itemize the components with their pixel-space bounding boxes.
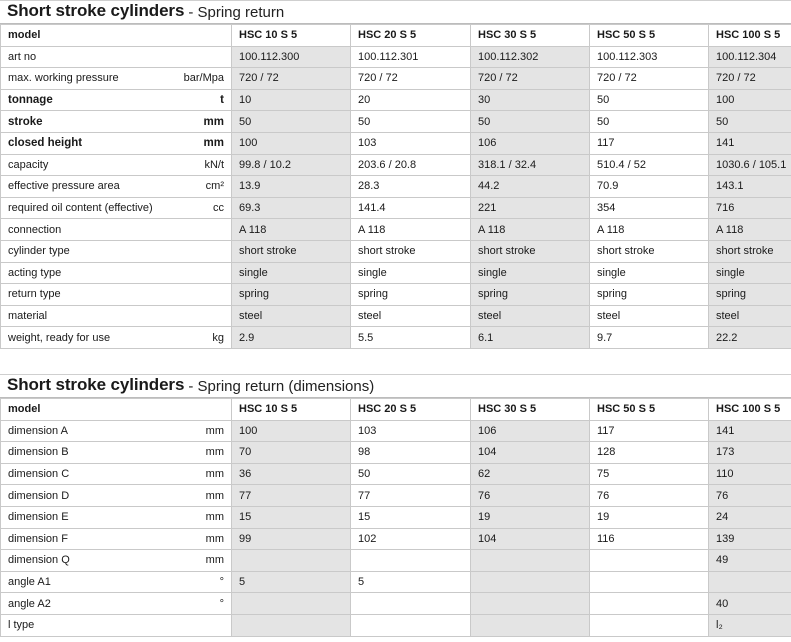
row-label-text: required oil content (effective) [8,202,153,215]
row-label-text: return type [8,288,61,301]
row-label [1,262,232,284]
table-row [1,593,791,615]
table-cell: 77 [232,485,351,507]
table-cell: 50 [709,111,791,133]
table-cell: 139 [709,528,791,550]
dimensions-section [0,374,791,637]
row-label-text: angle A2 [8,597,51,610]
table-cell [471,550,590,572]
table-row [1,442,791,464]
header-model: HSC 10 S 5 [232,25,351,47]
row-label [1,571,232,593]
table-cell: short stroke [232,240,351,262]
table-cell: 76 [709,485,791,507]
row-unit: mm [205,468,224,481]
table-cell: 10 [232,89,351,111]
row-label-text: max. working pressure [8,72,119,85]
row-label-text: weight, ready for use [8,331,111,344]
row-label-text: cylinder type [8,245,70,258]
row-label-text: tonnage [8,94,53,107]
table-cell: 104 [471,528,590,550]
row-unit: cm² [205,180,224,193]
row-unit: mm [205,532,224,545]
header-model: HSC 30 S 5 [471,399,590,421]
table-cell [351,614,471,636]
table-cell [471,593,590,615]
row-label [1,197,232,219]
table-cell: 103 [351,420,471,442]
table-cell: 102 [351,528,471,550]
table-cell: A 118 [471,219,590,241]
table-cell: 128 [590,442,709,464]
table-row [1,154,791,176]
table-cell: 50 [232,111,351,133]
table-cell: 2.9 [232,327,351,349]
table-cell: 19 [590,506,709,528]
row-label-text: acting type [8,266,62,279]
table-cell: short stroke [351,240,471,262]
row-unit: kN/t [204,158,224,171]
row-label [1,550,232,572]
row-label-text: dimension F [8,532,68,545]
row-label [1,46,232,68]
table-header-row [1,25,791,47]
header-label: model [1,25,232,47]
row-label [1,463,232,485]
table-cell [351,550,471,572]
table-cell: 40 [709,593,791,615]
row-label [1,528,232,550]
table-cell: 62 [471,463,590,485]
row-label-text: dimension Q [8,554,70,567]
table-cell: A 118 [351,219,471,241]
row-unit: mm [203,115,224,128]
table-row [1,571,791,593]
spec-table [0,24,791,349]
row-label-text: closed height [8,137,83,150]
table-cell: 106 [471,132,590,154]
table-cell: single [232,262,351,284]
table-cell: 98 [351,442,471,464]
table-cell: steel [590,305,709,327]
table-row [1,240,791,262]
row-label [1,506,232,528]
table-cell: 720 / 72 [709,68,791,90]
row-label [1,240,232,262]
table-cell: 69.3 [232,197,351,219]
table-cell: single [709,262,791,284]
row-label-text: stroke [8,115,43,128]
table-cell: spring [232,284,351,306]
table-cell [590,593,709,615]
section-title [0,374,791,398]
header-model: HSC 100 S 5 [709,399,791,421]
row-label-text: material [8,310,48,323]
table-cell: 100.112.302 [471,46,590,68]
header-model: HSC 10 S 5 [232,399,351,421]
table-cell: 15 [351,506,471,528]
table-cell: 76 [590,485,709,507]
header-model: HSC 50 S 5 [590,399,709,421]
table-cell: 70 [232,442,351,464]
table-row [1,68,791,90]
row-unit: mm [205,424,224,437]
table-cell: 6.1 [471,327,590,349]
table-cell: 354 [590,197,709,219]
table-row [1,262,791,284]
table-cell: 100.112.301 [351,46,471,68]
table-cell: short stroke [590,240,709,262]
title-bold: Short stroke cylinders [7,375,185,394]
title-subtitle: - Spring return [188,4,285,21]
table-cell: 76 [471,485,590,507]
table-cell: 30 [471,89,590,111]
table-cell: single [471,262,590,284]
table-cell: 77 [351,485,471,507]
table-cell: A 118 [709,219,791,241]
table-cell: 720 / 72 [232,68,351,90]
table-cell: 510.4 / 52 [590,154,709,176]
table-cell: steel [471,305,590,327]
table-cell: 110 [709,463,791,485]
table-cell: 100 [709,89,791,111]
header-model: HSC 50 S 5 [590,25,709,47]
table-cell: 99 [232,528,351,550]
table-cell: spring [590,284,709,306]
table-cell: spring [471,284,590,306]
table-cell: spring [351,284,471,306]
table-cell: 100.112.304 [709,46,791,68]
row-label [1,176,232,198]
table-cell: 5 [351,571,471,593]
table-cell: short stroke [709,240,791,262]
table-cell [471,571,590,593]
table-cell: 44.2 [471,176,590,198]
table-cell: A 118 [590,219,709,241]
table-cell [232,614,351,636]
table-cell: 141.4 [351,197,471,219]
table-cell [471,614,590,636]
table-cell: spring [709,284,791,306]
row-label [1,442,232,464]
table-row [1,528,791,550]
row-label [1,420,232,442]
row-label [1,219,232,241]
row-unit: ° [219,576,224,589]
table-cell: 100.112.300 [232,46,351,68]
row-label-text: capacity [8,158,49,171]
table-row [1,485,791,507]
row-label-text: connection [8,223,62,236]
table-cell: 716 [709,197,791,219]
table-row [1,89,791,111]
table-cell: 221 [471,197,590,219]
row-unit: mm [205,489,224,502]
row-unit: mm [205,446,224,459]
table-row [1,463,791,485]
table-cell: 106 [471,420,590,442]
table-cell: A 118 [232,219,351,241]
table-cell: 318.1 / 32.4 [471,154,590,176]
table-cell: 50 [351,463,471,485]
table-row [1,327,791,349]
table-cell: 116 [590,528,709,550]
table-cell: steel [709,305,791,327]
table-cell: steel [232,305,351,327]
table-cell: 117 [590,132,709,154]
table-cell: 36 [232,463,351,485]
row-label [1,284,232,306]
table-row [1,176,791,198]
table-cell: 100.112.303 [590,46,709,68]
row-label [1,485,232,507]
dimensions-table [0,398,791,637]
table-row [1,284,791,306]
table-cell: 70.9 [590,176,709,198]
table-cell: 20 [351,89,471,111]
table-row [1,614,791,636]
row-label-text: dimension E [8,511,69,524]
row-label-text: art no [8,50,37,63]
row-label [1,68,232,90]
table-header-row [1,399,791,421]
table-cell: 143.1 [709,176,791,198]
table-cell: 720 / 72 [351,68,471,90]
row-label-text: dimension B [8,446,69,459]
table-cell: l₂ [709,614,791,636]
section-title [0,0,791,24]
row-unit: mm [203,137,224,150]
table-row [1,305,791,327]
table-row [1,46,791,68]
row-label [1,89,232,111]
table-row [1,420,791,442]
header-model: HSC 100 S 5 [709,25,791,47]
header-model: HSC 20 S 5 [351,25,471,47]
title-bold: Short stroke cylinders [7,1,185,20]
table-cell: 13.9 [232,176,351,198]
row-label-text: dimension A [8,424,68,437]
row-label [1,132,232,154]
row-unit: bar/Mpa [183,72,224,85]
table-cell: 103 [351,132,471,154]
table-row [1,219,791,241]
table-cell: 5.5 [351,327,471,349]
row-label-text: angle A1 [8,576,51,589]
row-unit: ° [219,597,224,610]
row-label-text: l type [8,619,35,632]
table-cell: 720 / 72 [471,68,590,90]
table-cell: 50 [471,111,590,133]
row-label [1,154,232,176]
row-label [1,111,232,133]
table-row [1,506,791,528]
table-cell: 50 [351,111,471,133]
table-cell [351,593,471,615]
row-label-text: effective pressure area [8,180,120,193]
table-cell: 99.8 / 10.2 [232,154,351,176]
row-label-text: dimension C [8,468,70,481]
table-cell: 22.2 [709,327,791,349]
table-row [1,132,791,154]
table-cell: 28.3 [351,176,471,198]
table-cell [590,550,709,572]
table-row [1,111,791,133]
table-cell: single [590,262,709,284]
table-cell: 50 [590,111,709,133]
table-row [1,550,791,572]
table-cell: 50 [590,89,709,111]
table-cell: 5 [232,571,351,593]
table-cell [590,614,709,636]
table-cell: 100 [232,420,351,442]
header-model: HSC 20 S 5 [351,399,471,421]
table-cell: 203.6 / 20.8 [351,154,471,176]
header-model: HSC 30 S 5 [471,25,590,47]
table-cell: single [351,262,471,284]
row-unit: t [220,94,224,107]
table-cell: 720 / 72 [590,68,709,90]
table-cell [232,550,351,572]
row-unit: kg [212,331,224,344]
table-cell: 100 [232,132,351,154]
table-cell [232,593,351,615]
table-cell: 9.7 [590,327,709,349]
row-unit: cc [213,202,224,215]
row-label [1,327,232,349]
title-subtitle: - Spring return (dimensions) [188,378,375,395]
table-cell: 173 [709,442,791,464]
table-cell: 104 [471,442,590,464]
table-cell: 117 [590,420,709,442]
row-unit: mm [205,554,224,567]
row-unit: mm [205,511,224,524]
table-cell: 49 [709,550,791,572]
row-label-text: dimension D [8,489,70,502]
table-cell: 141 [709,132,791,154]
row-label [1,614,232,636]
row-label [1,593,232,615]
table-cell: 1030.6 / 105.1 [709,154,791,176]
table-cell: 141 [709,420,791,442]
table-cell: short stroke [471,240,590,262]
row-label [1,305,232,327]
table-cell: 24 [709,506,791,528]
table-cell: 19 [471,506,590,528]
table-cell [709,571,791,593]
table-cell: 75 [590,463,709,485]
table-cell [590,571,709,593]
table-cell: steel [351,305,471,327]
table-row [1,197,791,219]
table-cell: 15 [232,506,351,528]
header-label: model [1,399,232,421]
